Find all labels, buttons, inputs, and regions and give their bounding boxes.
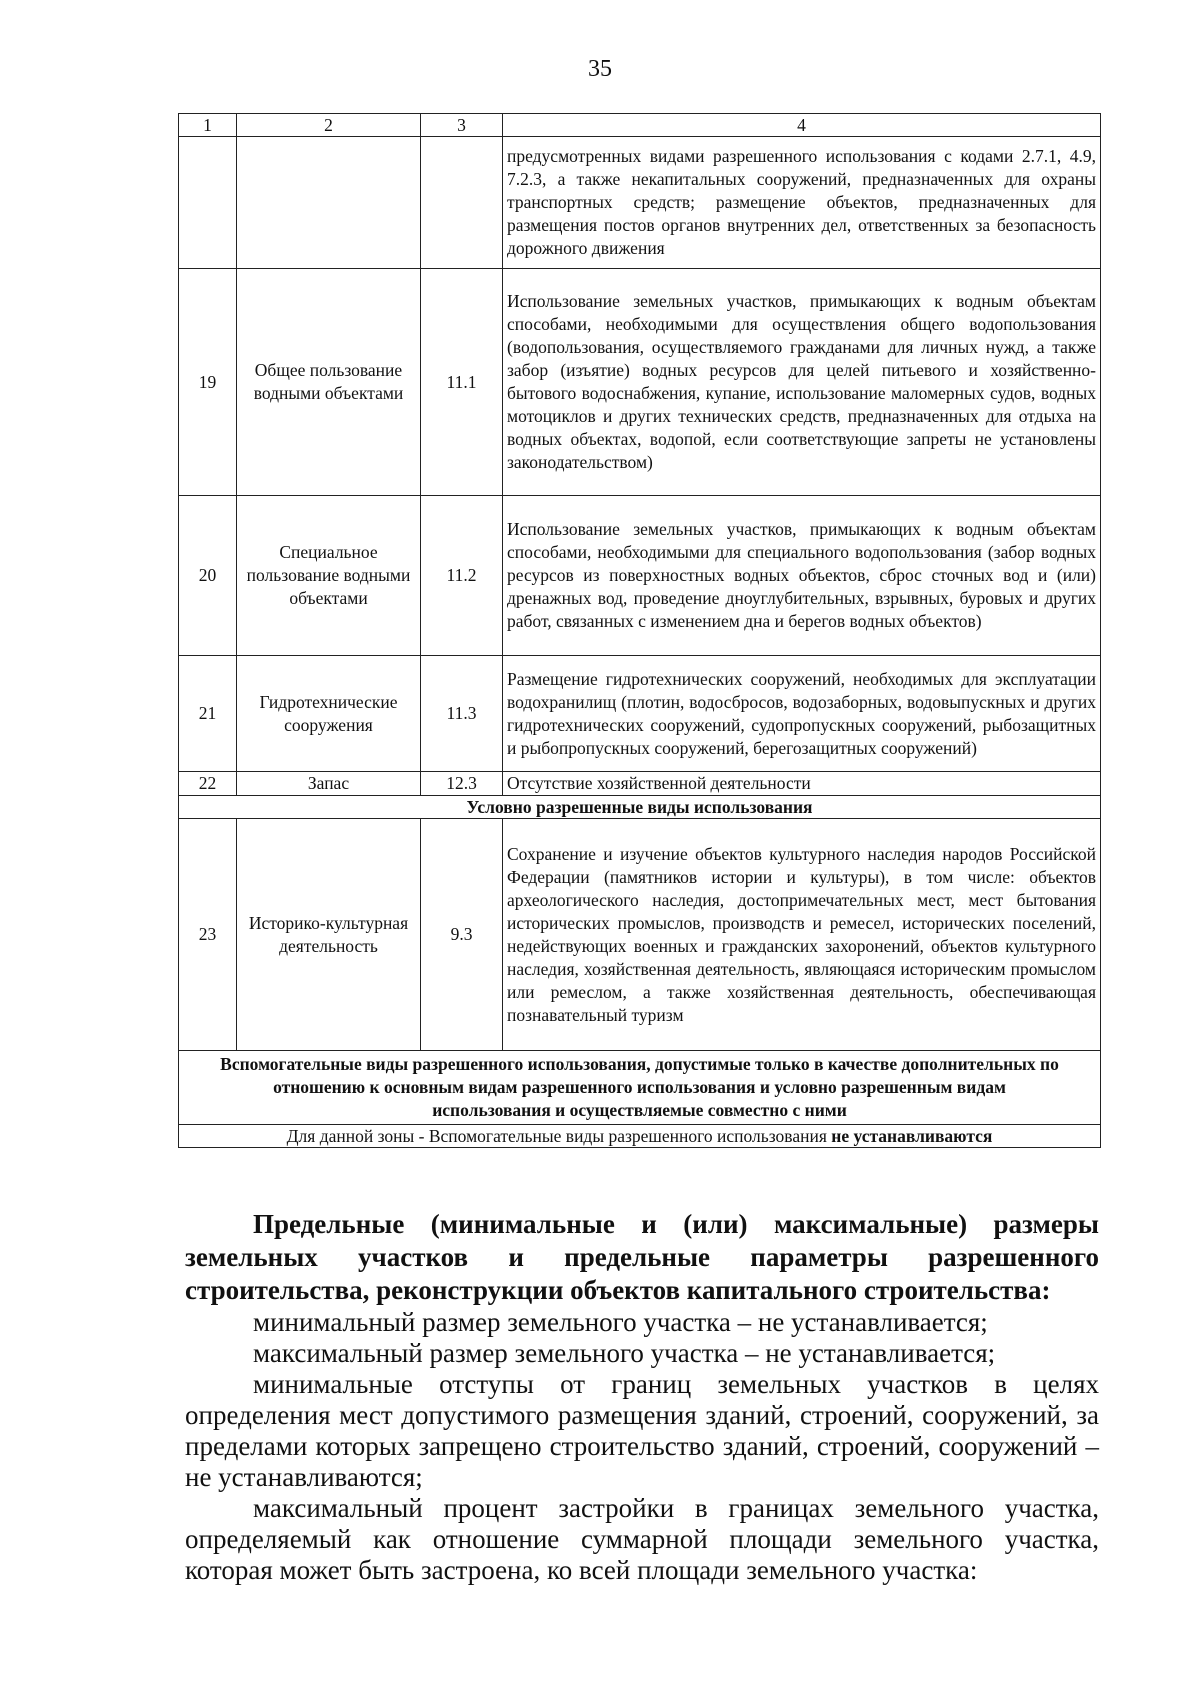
paragraph: минимальные отступы от границ земельных участков в целях определения мест допустимого размещения зданий, строений, сооружений, за пределами которых запрещено строительство зданий, строений, сооружений – не устанавливаются; bbox=[185, 1369, 1099, 1492]
section-row bbox=[179, 796, 1101, 819]
section-row bbox=[179, 1051, 1101, 1125]
table-row bbox=[179, 496, 1101, 656]
row-name: Гидротехнические сооружения bbox=[237, 656, 421, 772]
header-col-1: 1 bbox=[179, 114, 237, 137]
conditional-uses-title: Условно разрешенные виды использования bbox=[179, 796, 1101, 819]
table-row-continuation bbox=[179, 137, 1101, 269]
table-row bbox=[179, 269, 1101, 496]
parameters-section bbox=[185, 1208, 1099, 1586]
row-name: Специальное пользование водными объектами bbox=[237, 496, 421, 656]
header-col-3: 3 bbox=[421, 114, 503, 137]
row-desc: Сохранение и изучение объектов культурного наследия народов Российской Федерации (памятников истории и культуры), в том числе: объектов археологического наследия, достопримечательных мест, мест бытования исторических промыслов, производств и ремесел, исторических поселений, недействующих военных и гражданских захоронений, объектов культурного наследия, хозяйственная деятельность, являющаяся историческим промыслом или ремеслом, а также хозяйственная деятельность, обеспечивающая познавательный туризм bbox=[503, 819, 1101, 1051]
row-num: 19 bbox=[179, 269, 237, 496]
auxiliary-note-row bbox=[179, 1125, 1101, 1148]
row-name: Запас bbox=[237, 772, 421, 796]
row-name: Историко-культурная деятельность bbox=[237, 819, 421, 1051]
table-header-row bbox=[179, 114, 1101, 137]
paragraph: минимальный размер земельного участка – не устанавливается; bbox=[253, 1307, 988, 1337]
row-num: 22 bbox=[179, 772, 237, 796]
paragraph: максимальный процент застройки в границах земельного участка, определяемый как отношение суммарной площади земельного участка, которая может быть застроена, ко всей площади земельного участка: bbox=[185, 1493, 1099, 1585]
row-num: 20 bbox=[179, 496, 237, 656]
row-desc: предусмотренных видами разрешенного использования с кодами 2.7.1, 4.9, 7.2.3, а также некапитальных сооружений, предназначенных для охраны транспортных средств; размещение объектов, предназначенных для размещения постов органов внутренних дел, ответственных за безопасность дорожного движения bbox=[503, 137, 1101, 269]
auxiliary-note-bold: не устанавливаются bbox=[831, 1126, 993, 1146]
auxiliary-note-text: Для данной зоны - Вспомогательные виды разрешенного использования bbox=[286, 1126, 832, 1146]
row-desc: Размещение гидротехнических сооружений, необходимых для эксплуатации водохранилищ (плотин, водосбросов, водозаборных, водовыпускных и других гидротехнических сооружений, судопропускных сооружений, рыбозащитных и рыбопропускных сооружений, берегозащитных сооружений) bbox=[503, 656, 1101, 772]
row-code: 11.3 bbox=[421, 656, 503, 772]
row-code: 11.1 bbox=[421, 269, 503, 496]
page-number: 35 bbox=[588, 56, 612, 82]
row-desc: Отсутствие хозяйственной деятельности bbox=[503, 772, 1101, 796]
row-num: 21 bbox=[179, 656, 237, 772]
table-row bbox=[179, 772, 1101, 796]
row-code: 12.3 bbox=[421, 772, 503, 796]
row-desc: Использование земельных участков, примыкающих к водным объектам способами, необходимыми для специального водопользования (забор водных ресурсов из поверхностных водных объектов, сброс сточных вод и (или) дренажных вод, проведение дноуглубительных, взрывных, буровых и других работ, связанных с изменением дна и берегов водных объектов) bbox=[503, 496, 1101, 656]
row-num: 23 bbox=[179, 819, 237, 1051]
table-row bbox=[179, 656, 1101, 772]
header-col-2: 2 bbox=[237, 114, 421, 137]
row-code: 11.2 bbox=[421, 496, 503, 656]
auxiliary-note bbox=[179, 1125, 1101, 1148]
table-row bbox=[179, 819, 1101, 1051]
land-use-table bbox=[178, 113, 1101, 1148]
auxiliary-uses-title: Вспомогательные виды разрешенного использования, допустимые только в качестве дополнительных по отношению к основным видам разрешенного использования и условно разрешенным видам использования и осуществляемые совместно с ними bbox=[179, 1051, 1101, 1125]
row-code: 9.3 bbox=[421, 819, 503, 1051]
row-desc: Использование земельных участков, примыкающих к водным объектам способами, необходимыми для осуществления общего водопользования (водопользования, осуществляемого гражданами для личных нужд, а также забор (изъятие) водных ресурсов для целей питьевого и хозяйственно-бытового водоснабжения, купание, использование маломерных судов, водных мотоциклов и других технических средств, предназначенных для отдыха на водных объектах, водопой, если соответствующие запреты не установлены законодательством) bbox=[503, 269, 1101, 496]
paragraph: максимальный размер земельного участка – не устанавливается; bbox=[253, 1338, 996, 1368]
header-col-4: 4 bbox=[503, 114, 1101, 137]
parameters-heading: Предельные (минимальные и (или) максимальные) размеры земельных участков и предельные параметры разрешенного строительства, реконструкции объектов капитального строительства: bbox=[185, 1209, 1099, 1305]
row-name: Общее пользование водными объектами bbox=[237, 269, 421, 496]
